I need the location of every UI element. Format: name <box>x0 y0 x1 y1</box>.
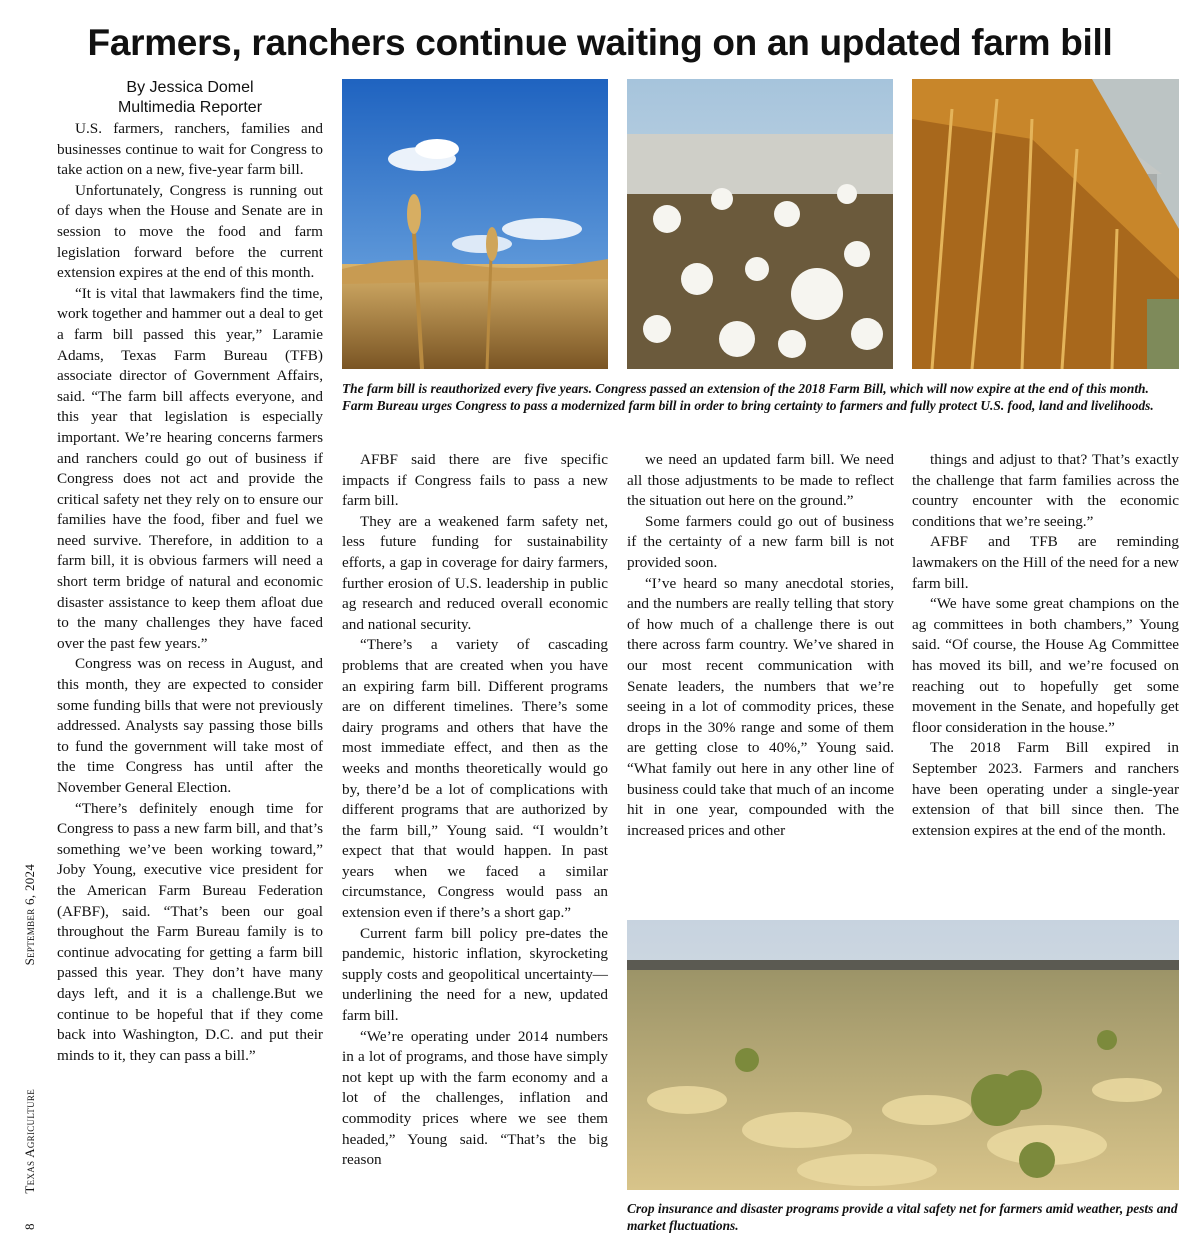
photo-caption-bottom: Crop insurance and disaster programs provide a vital safety net for farmers amid weather, pests and market fluctuations. <box>627 1201 1178 1233</box>
issue-date: September 6, 2024 <box>22 863 37 966</box>
article-column-1 <box>57 119 323 1066</box>
article-paragraph: “We’re operating under 2014 numbers in a lot of programs, and those have simply not kept up with the farm economy and a lot of the challenges, inflation and commodity prices where we see them headed,” Young said. “That’s the big reason <box>342 1027 608 1169</box>
article-paragraph: The 2018 Farm Bill expired in September 2023. Farmers and ranchers have been operating under a single-year extension of that bill since then. The extension expires at the end of the month. <box>912 739 1179 839</box>
article-column-4 <box>912 450 1179 841</box>
article-paragraph: Unfortunately, Congress is running out of days when the House and Senate are in session to move the food and farm legislation forward before the current extension expires at the end of this month. <box>57 181 323 282</box>
article-paragraph: “It is vital that lawmakers find the time, work together and hammer out a deal to get a farm bill passed this year,” Laramie Adams, Texas Farm Bureau (TFB) associate director of Government Affairs, said. “The farm bill affects everyone, and this year that legislation is especially important. We’re hearing concerns farmers and ranchers could go out of business if Congress does not act and provide the critical safety net they rely on to ensure our families have the food, fiber and fuel we need survive. Therefore, in addition to a farm bill, it is obvious farmers will need a short term bridge of natural and economic disaster assistance to keep them afloat due to the many challenges they have faced over the past few years.” <box>57 284 323 652</box>
cotton-field-photo <box>627 79 893 369</box>
page-number: 8 <box>22 1223 37 1230</box>
byline-author: By Jessica Domel <box>126 79 254 96</box>
article-paragraph: AFBF and TFB are reminding lawmakers on the Hill of the need for a new farm bill. <box>912 533 1179 592</box>
byline-role: Multimedia Reporter <box>117 99 263 116</box>
article-column-3 <box>627 450 894 841</box>
article-paragraph: Congress was on recess in August, and this month, they are expected to consider some funding bills that were not previously addressed. Analysts say passing those bills to fund the government will take most of the time Congress has until after the November General Election. <box>57 655 323 796</box>
article-paragraph: “We have some great champions on the ag committees in both chambers,” Young said. “Of course, the House Ag Committee has moved its bill, and we’re focused on reaching out to hopefully get some movement in the Senate, and hopefully get floor consideration in the house.” <box>912 595 1179 736</box>
page-sidebar <box>22 864 38 1230</box>
crop-field-photo <box>627 920 1179 1190</box>
article-paragraph: U.S. farmers, ranchers, families and businesses continue to wait for Congress to take action on a new, five-year farm bill. <box>57 120 323 179</box>
article-paragraph: Some farmers could go out of business if the certainty of a new farm bill is not provided soon. <box>627 512 894 571</box>
article-column-2 <box>342 450 608 1171</box>
headline: Farmers, ranchers continue waiting on an updated farm bill <box>87 22 1113 63</box>
wheat-field-photo <box>342 79 608 369</box>
photo-caption-top: The farm bill is reauthorized every five years. Congress passed an extension of the 2018 Farm Bill, which will now expire at the end of this month. Farm Bureau urges Congress to pass a modernized farm bill in order to bring certainty to farmers and fully protect U.S. food, land and livelihoods. <box>342 381 1154 413</box>
corn-field-photo <box>912 79 1179 369</box>
article-paragraph: They are a weakened farm safety net, less future funding for sustainability efforts, a gap in coverage for dairy farmers, further erosion of U.S. leadership in public ag research and reduced overall economic and national security. <box>342 512 608 633</box>
article-paragraph: Current farm bill policy pre-dates the pandemic, historic inflation, skyrocketing supply costs and geopolitical uncertainty—underlining the need for a new, updated farm bill. <box>342 924 608 1025</box>
article-paragraph: we need an updated farm bill. We need all those adjustments to be made to reflect the situation out here on the ground.” <box>627 451 894 510</box>
article-paragraph: “There’s definitely enough time for Congress to pass a new farm bill, and that’s something we’ve been working toward,” Joby Young, executive vice president for the American Farm Bureau Federation (AFBF), said. “That’s been our goal throughout the Farm Bureau family is to continue advocating for getting a farm bill passed this year. They don’t have many days left, and it is a challenge.But we continue to be hopeful that if they come back into Washington, D.C. and put their minds to it, they can pass a bill.” <box>57 799 323 1064</box>
article-paragraph: “I’ve heard so many anecdotal stories, and the numbers are really telling that story of how much of a challenge there is out there across farm country. We’ve shared in our most recent communication with Senate leaders, the numbers that we’re seeing in a lot of commodity prices, these drops in the 30% range and some of them are getting close to 40%,” Young said. “What family out here in any other line of business could take that much of an income hit in one year, compounded with the increased prices and other <box>627 574 894 839</box>
publication-name: Texas Agriculture <box>22 1088 37 1194</box>
article-paragraph: AFBF said there are five specific impacts if Congress fails to pass a new farm bill. <box>342 451 608 510</box>
article-paragraph: “There’s a variety of cascading problems that are created when you have an expiring farm bill. Different programs are on different timelines. There’s some dairy programs and others that have the most immediate effect, and then as the weeks and months theoretically would go by, there’d be a lot of complications with different programs that are authorized by the farm bill,” Young said. “I wouldn’t expect that that would happen. In past years when we faced a similar circumstance, Congress would pass an extension even if there’s a short gap.” <box>342 636 608 922</box>
article-paragraph: things and adjust to that? That’s exactly the challenge that farm families across the country encounter with the economic conditions that we’re seeing.” <box>912 451 1179 530</box>
